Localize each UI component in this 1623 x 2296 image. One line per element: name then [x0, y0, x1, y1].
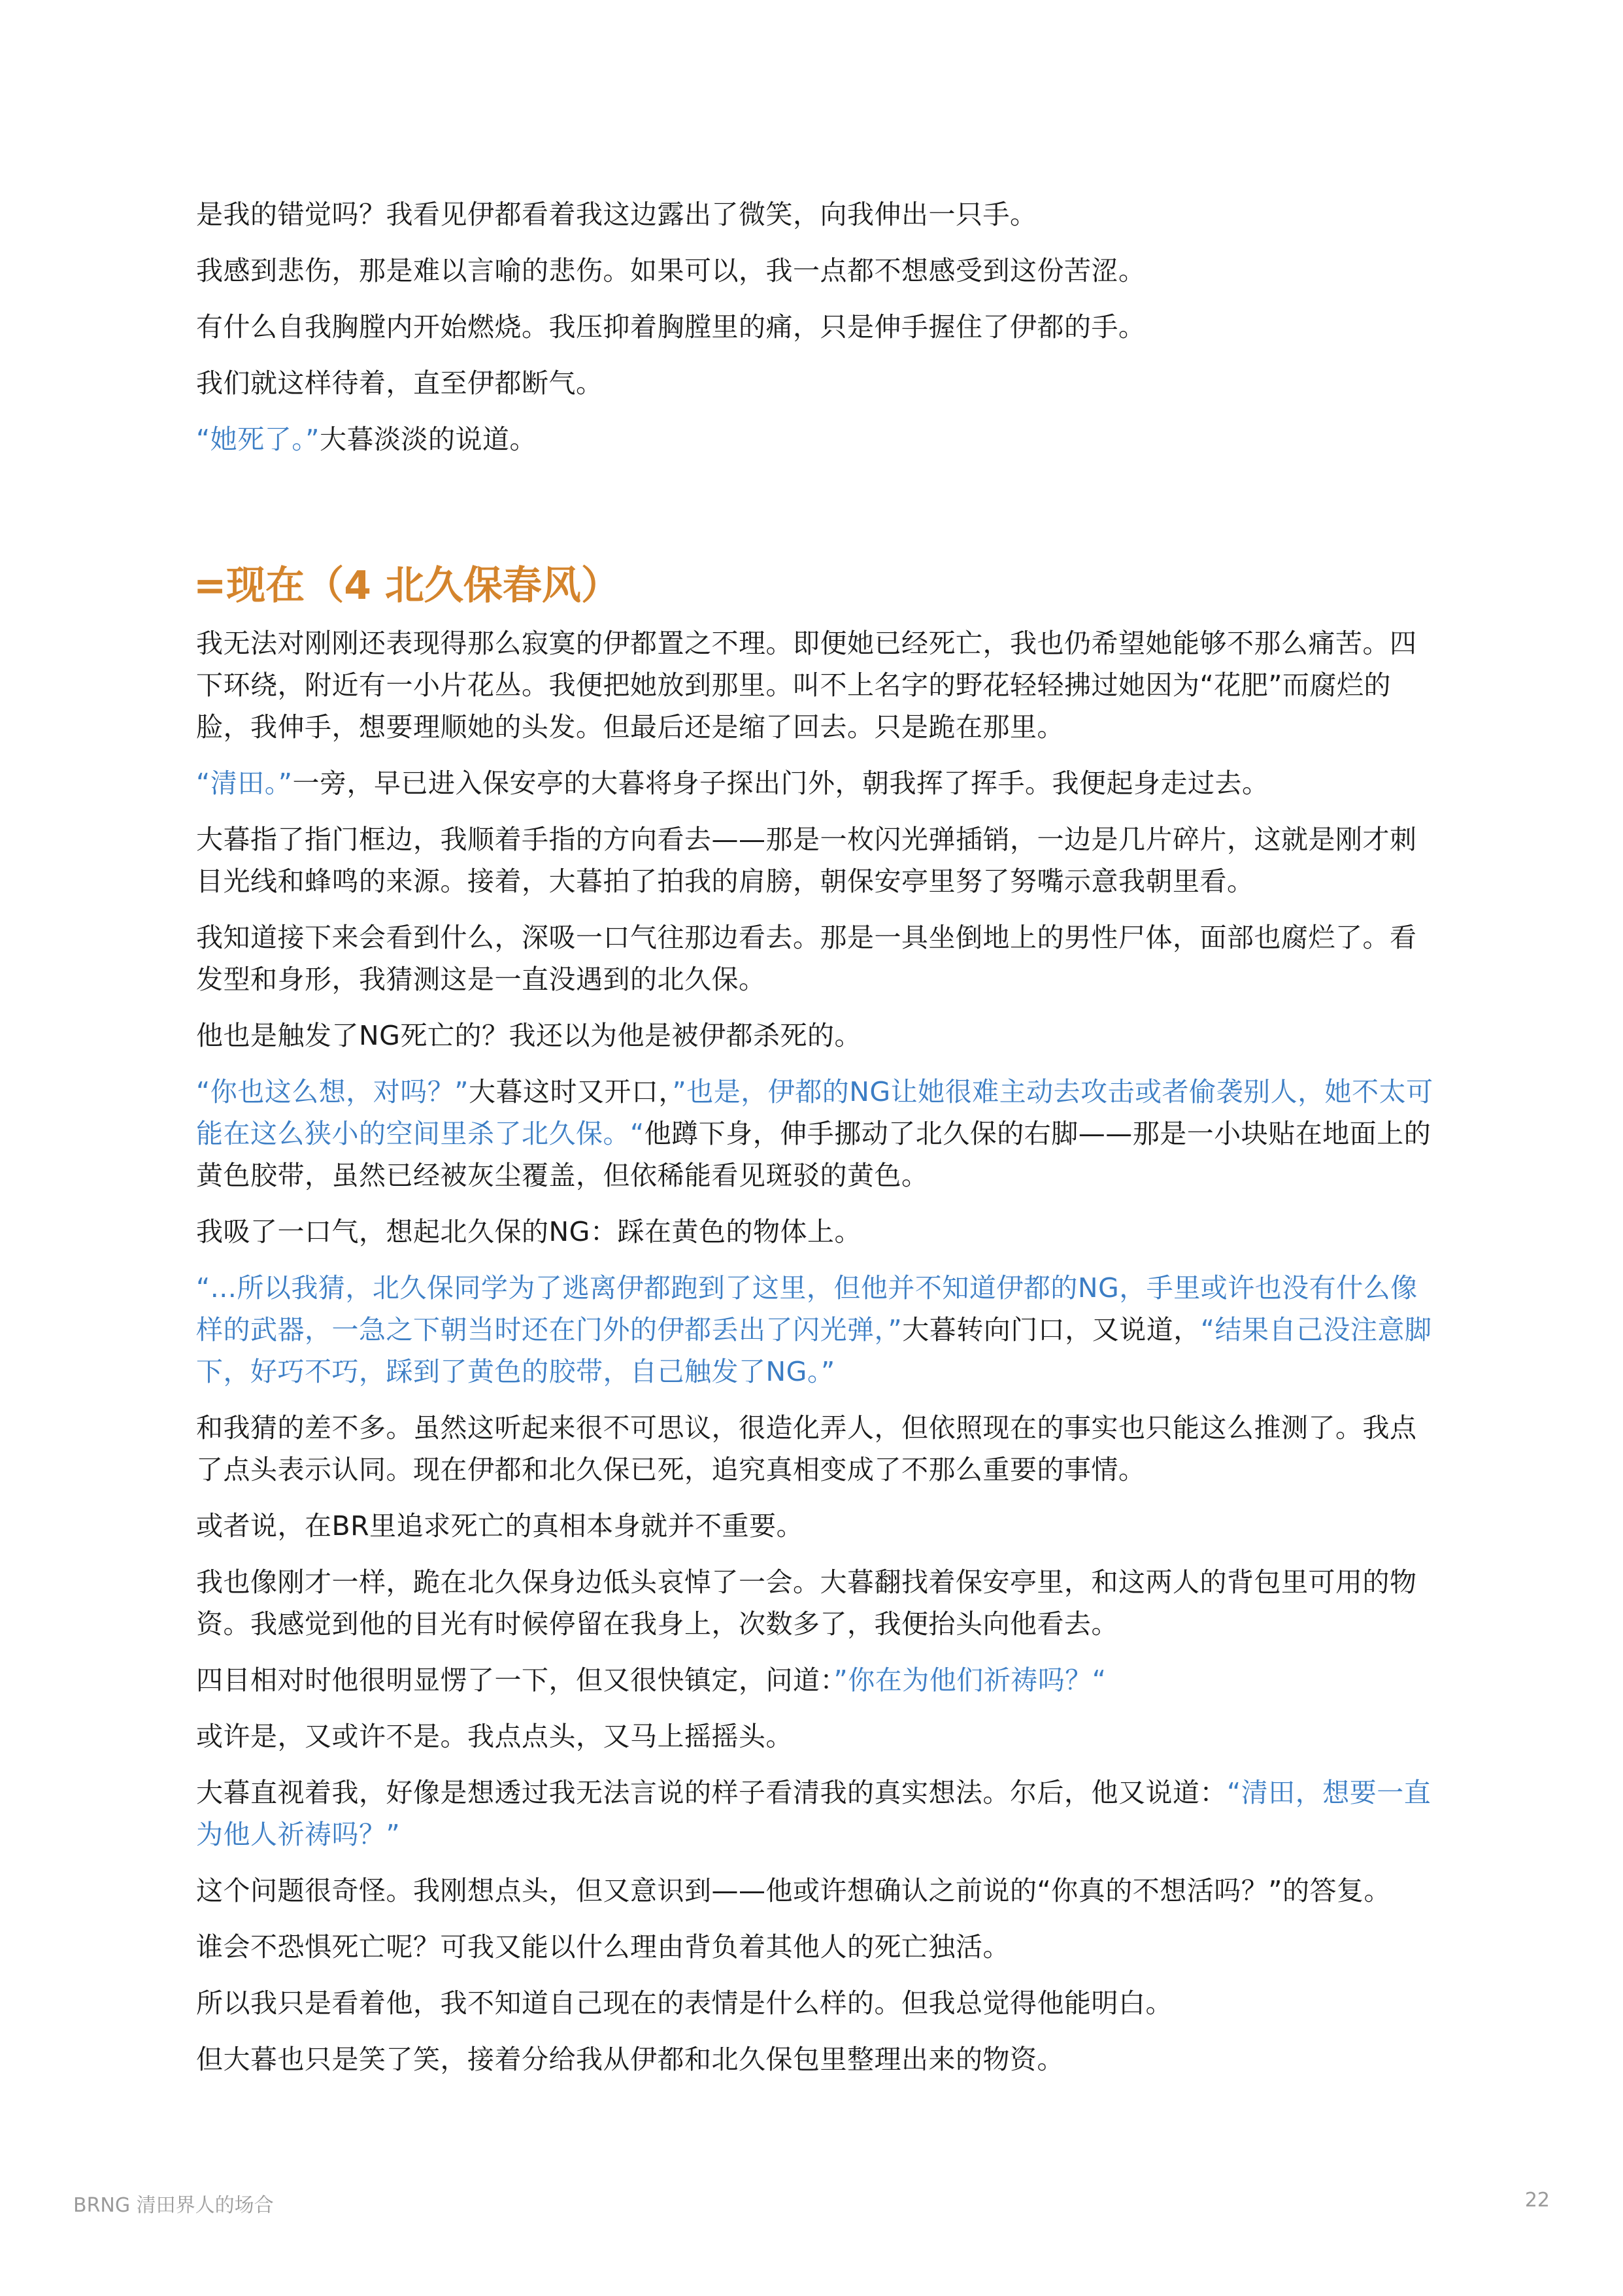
- narration-text: 他蹲下身，伸手挪动了北久保的右脚——那是一小块贴在地面上的黄色胶带，虽然已经被灰尘覆盖，但依稀能看见斑驳的黄色。: [196, 1118, 1431, 1191]
- paragraph: [196, 1071, 1438, 1196]
- dialogue-text: “结果自己没注意脚下，好巧不巧，踩到了黄色的胶带，自己触发了NG。”: [196, 1314, 1432, 1387]
- paragraph: [196, 1211, 1438, 1253]
- paragraph: [196, 1715, 1438, 1757]
- paragraph: [196, 418, 1438, 460]
- section-paragraphs: [196, 622, 1438, 2080]
- narration-text: 大暮这时又开口，: [468, 1076, 673, 1107]
- page-number: 22: [1524, 2189, 1550, 2212]
- paragraph: [196, 819, 1438, 902]
- paragraph: [196, 762, 1438, 804]
- narration-text: 谁会不恐惧死亡呢？可我又能以什么理由背负着其他人的死亡独活。: [196, 1931, 1010, 1963]
- paragraph: [196, 1772, 1438, 1855]
- paragraph: [196, 2038, 1438, 2080]
- dialogue-text: “你也这么想，对吗？”: [196, 1076, 469, 1107]
- paragraph: [196, 1267, 1438, 1393]
- narration-text: 大暮淡淡的说道。: [319, 424, 537, 455]
- dialogue-text: ”也是，伊都的NG让她很难主动去攻击或者偷袭别人，她不太可能在这么狭小的空间里杀了北久保。“: [196, 1076, 1433, 1149]
- paragraph: [196, 362, 1438, 404]
- narration-text: 或许是，又或许不是。我点点头，又马上摇摇头。: [196, 1721, 793, 1752]
- paragraph: [196, 1407, 1438, 1491]
- narration-text: 我们就这样待着，直至伊都断气。: [196, 367, 603, 399]
- paragraph: [196, 917, 1438, 1000]
- narration-text: 这个问题很奇怪。我刚想点头，但又意识到——他或许想确认之前说的“你真的不想活吗？”的答复。: [196, 1875, 1391, 1906]
- paragraph: [196, 1505, 1438, 1547]
- dialogue-text: “清田，想要一直为他人祈祷吗？”: [196, 1777, 1431, 1850]
- narration-text: 是我的错觉吗？我看见伊都看着我这边露出了微笑，向我伸出一只手。: [196, 199, 1037, 230]
- top-paragraphs: [196, 194, 1438, 460]
- narration-text: 我也像刚才一样，跪在北久保身边低头哀悼了一会。大暮翻找着保安亭里，和这两人的背包里可用的物资。我感觉到他的目光有时候停留在我身上，次数多了，我便抬头向他看去。: [196, 1566, 1417, 1640]
- narration-text: 但大暮也只是笑了笑，接着分给我从伊都和北久保包里整理出来的物资。: [196, 2044, 1064, 2075]
- paragraph: [196, 250, 1438, 292]
- footer-title: BRNG 清田界人的场合: [73, 2194, 274, 2217]
- paragraph: [196, 1870, 1438, 1912]
- paragraph: [196, 1015, 1438, 1056]
- paragraph: [196, 1982, 1438, 2024]
- narration-text: 我吸了一口气，想起北久保的NG：踩在黄色的物体上。: [196, 1216, 862, 1247]
- narration-text: 我感到悲伤，那是难以言喻的悲伤。如果可以，我一点都不想感受到这份苦涩。: [196, 255, 1146, 286]
- dialogue-text: “清田。”: [196, 768, 293, 799]
- narration-text: 他也是触发了NG死亡的？我还以为他是被伊都杀死的。: [196, 1020, 862, 1051]
- dialogue-text: “...所以我猜，北久保同学为了逃离伊都跑到了这里，但他并不知道伊都的NG，手里或许也没有什么像样的武器，一急之下朝当时还在门外的伊都丢出了闪光弹，”: [196, 1272, 1418, 1345]
- dialogue-text: ”你在为他们祈祷吗？“: [833, 1664, 1107, 1696]
- paragraph: [196, 622, 1438, 748]
- paragraph: [196, 1926, 1438, 1968]
- paragraph: [196, 1659, 1438, 1701]
- narration-text: 四目相对时他很明显愣了一下，但又很快镇定，问道：: [196, 1664, 834, 1696]
- narration-text: 所以我只是看着他，我不知道自己现在的表情是什么样的。但我总觉得他能明白。: [196, 1987, 1173, 2019]
- narration-text: 和我猜的差不多。虽然这听起来很不可思议，很造化弄人，但依照现在的事实也只能这么推测了。我点了点头表示认同。现在伊都和北久保已死，追究真相变成了不那么重要的事情。: [196, 1412, 1417, 1485]
- paragraph: [196, 1561, 1438, 1645]
- dialogue-text: “她死了。”: [196, 424, 320, 455]
- section-heading: =现在（4 北久保春风）: [193, 563, 620, 609]
- narration-text: 我知道接下来会看到什么，深吸一口气往那边看去。那是一具坐倒地上的男性尸体，面部也腐烂了。看发型和身形，我猜测这是一直没遇到的北久保。: [196, 922, 1417, 995]
- narration-text: 或者说，在BR里追求死亡的真相本身就并不重要。: [196, 1510, 804, 1542]
- paragraph: [196, 194, 1438, 235]
- narration-text: 一旁，早已进入保安亭的大暮将身子探出门外，朝我挥了挥手。我便起身走过去。: [292, 768, 1269, 799]
- narration-text: 大暮指了指门框边，我顺着手指的方向看去——那是一枚闪光弹插销，一边是几片碎片，这就是刚才刺目光线和蜂鸣的来源。接着，大暮拍了拍我的肩膀，朝保安亭里努了努嘴示意我朝里看。: [196, 824, 1417, 897]
- narration-text: 有什么自我胸膛内开始燃烧。我压抑着胸膛里的痛，只是伸手握住了伊都的手。: [196, 311, 1146, 343]
- narration-text: 大暮直视着我，好像是想透过我无法言说的样子看清我的真实想法。尔后，他又说道：: [196, 1777, 1227, 1808]
- narration-text: 我无法对刚刚还表现得那么寂寞的伊都置之不理。即便她已经死亡，我也仍希望她能够不那么痛苦。四下环绕，附近有一小片花丛。我便把她放到那里。叫不上名字的野花轻轻拂过她因为“花肥”而腐烂的脸，我伸手，想要理顺她的头发。但最后还是缩了回去。只是跪在那里。: [196, 628, 1417, 743]
- paragraph: [196, 306, 1438, 348]
- document-body: [193, 194, 1438, 2095]
- narration-text: 大暮转向门口，又说道，: [902, 1314, 1201, 1345]
